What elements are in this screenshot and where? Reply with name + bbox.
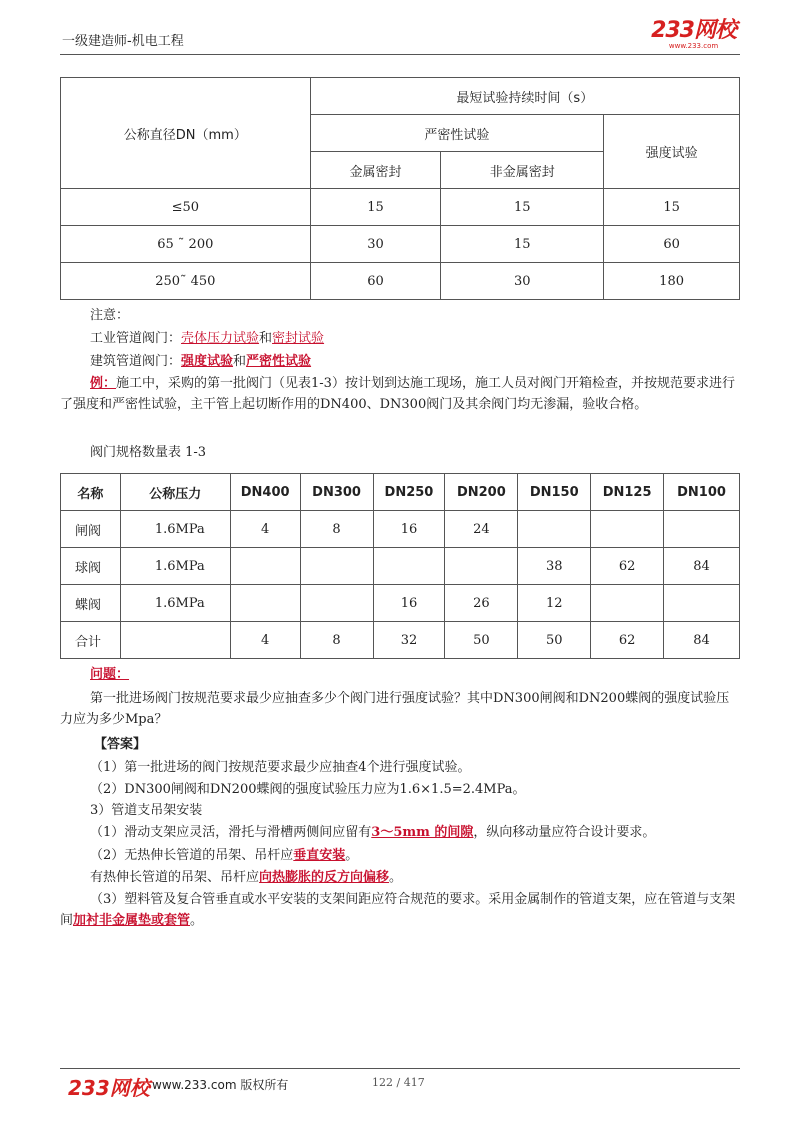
highlight-gap: 3～5mm 的间隙: [371, 825, 474, 840]
cell-value: [300, 585, 373, 622]
cell-name: 合计: [61, 622, 121, 659]
cell-value: [230, 585, 300, 622]
highlight-lining: 加衬非金属垫或套管: [73, 913, 191, 928]
cell-value: 12: [518, 585, 591, 622]
text-segment: （3）塑料管及复合管垂直或水平安装的支架间距应符合规范的要求。采用金属制作的管道支架，应在管道与支架间: [60, 892, 736, 928]
table-row: [61, 548, 740, 585]
table-row: [61, 585, 740, 622]
cell-value: 8: [300, 511, 373, 548]
note-and: 和: [233, 354, 247, 369]
table-row-total: [61, 622, 740, 659]
cell-value: 16: [373, 585, 445, 622]
cell-value: 16: [373, 511, 445, 548]
answer-1: （1）第一批进场的阀门按规范要求最少应抽查4个进行强度试验。: [90, 760, 471, 775]
col-header-metal-seal: 金属密封: [310, 152, 441, 189]
cell-value: 32: [373, 622, 445, 659]
cell-value: [300, 548, 373, 585]
highlight-vertical: 垂直安装: [293, 848, 346, 863]
note-industrial-b: 密封试验: [272, 331, 325, 346]
cell-value: [591, 511, 664, 548]
col-header: DN150: [518, 474, 591, 511]
col-header: DN200: [445, 474, 518, 511]
table-row: [61, 263, 740, 300]
note-industrial-prefix: 工业管道阀门：: [90, 331, 182, 346]
header-divider: [60, 54, 740, 55]
cell-dn: 250˜ 450: [61, 263, 311, 300]
cell-dn: 65 ˜ 200: [61, 226, 311, 263]
col-header-nonmetal-seal: 非金属密封: [441, 152, 604, 189]
cell-value: 62: [591, 548, 664, 585]
note-building-b: 严密性试验: [246, 354, 312, 369]
cell-name: 球阀: [61, 548, 121, 585]
cell-nonmetal: 30: [441, 263, 604, 300]
page-number: 122 / 417: [372, 1076, 425, 1089]
cell-value: [373, 548, 445, 585]
section-title: 3）管道支吊架安装: [90, 803, 203, 818]
cell-strength: 60: [604, 226, 740, 263]
cell-value: 84: [664, 548, 740, 585]
brand-logo-url: www.233.com: [668, 42, 719, 50]
brand-logo: [651, 20, 736, 50]
cell-pressure: 1.6MPa: [120, 511, 230, 548]
question-text: 第一批进场阀门按规范要求最少应抽查多少个阀门进行强度试验？其中DN300闸阀和DN200蝶阀的强度试验压力应为多少Mpa？: [60, 691, 730, 727]
note-building-a: 强度试验: [181, 354, 234, 369]
answer-label: 【答案】: [94, 737, 147, 752]
cell-value: 26: [445, 585, 518, 622]
cell-value: 38: [518, 548, 591, 585]
question-label-text: 问题：: [90, 667, 130, 682]
cell-name: 蝶阀: [61, 585, 121, 622]
cell-name: 闸阀: [61, 511, 121, 548]
cell-strength: 180: [604, 263, 740, 300]
cell-nonmetal: 15: [441, 189, 604, 226]
note-building-prefix: 建筑管道阀门：: [90, 354, 182, 369]
cell-value: 50: [445, 622, 518, 659]
example-text: 施工中，采购的第一批阀门（见表1-3）按计划到达施工现场，施工人员对阀门开箱检查，并按规范要求进行了强度和严密性试验，主干管上起切断作用的DN400、DN300阀门及其余阀门均无渗漏，验收合格。: [60, 376, 735, 412]
cell-strength: 15: [604, 189, 740, 226]
section-item-1: [90, 824, 655, 842]
cell-value: 24: [445, 511, 518, 548]
highlight-offset: 向热膨胀的反方向偏移: [259, 870, 390, 885]
cell-value: [664, 511, 740, 548]
cell-value: [591, 585, 664, 622]
example-paragraph: [60, 373, 740, 415]
col-header: 名称: [61, 474, 121, 511]
cell-value: [518, 511, 591, 548]
note-building: [90, 353, 311, 371]
cell-pressure: [120, 622, 230, 659]
cell-value: [445, 548, 518, 585]
text-segment: 。: [345, 848, 359, 863]
col-header-strength: 强度试验: [604, 115, 740, 189]
footer-copyright: www.233.com 版权所有: [152, 1078, 289, 1092]
text-segment: （1）滑动支架应灵活，滑托与滑槽两侧间应留有: [90, 825, 372, 840]
cell-value: 50: [518, 622, 591, 659]
cell-value: 4: [230, 622, 300, 659]
note-industrial-a: 壳体压力试验: [181, 331, 260, 346]
notes-title: 注意：: [90, 308, 130, 323]
section-item-2: [90, 847, 358, 865]
text-segment: 。: [190, 913, 204, 928]
question-label: [90, 666, 129, 684]
cell-value: 4: [230, 511, 300, 548]
col-header: DN400: [230, 474, 300, 511]
footer-logo: 233网校: [68, 1076, 150, 1100]
cell-metal: 30: [310, 226, 441, 263]
text-segment: ，纵向移动量应符合设计要求。: [473, 825, 656, 840]
table-row: [61, 189, 740, 226]
valve-spec-table: [60, 473, 740, 659]
cell-value: 62: [591, 622, 664, 659]
cell-value: 84: [664, 622, 740, 659]
section-item-3: [60, 889, 740, 931]
cell-metal: 60: [310, 263, 441, 300]
answer-2: （2）DN300闸阀和DN200蝶阀的强度试验压力应为1.6×1.5=2.4MPa。: [90, 782, 526, 797]
table-header-row: [61, 474, 740, 511]
table-row: [61, 511, 740, 548]
section-item-2b: [90, 869, 402, 887]
text-segment: 有热伸长管道的吊架、吊杆应: [90, 870, 260, 885]
text-segment: （2）无热伸长管道的吊架、吊杆应: [90, 848, 294, 863]
note-and: 和: [259, 331, 273, 346]
cell-pressure: 1.6MPa: [120, 585, 230, 622]
text-segment: 。: [389, 870, 403, 885]
col-header-min-duration: 最短试验持续时间（s）: [310, 78, 739, 115]
cell-value: 8: [300, 622, 373, 659]
note-industrial: [90, 330, 324, 348]
col-header: DN250: [373, 474, 445, 511]
brand-logo-text: 233网校: [651, 18, 736, 43]
table-caption: 阀门规格数量表 1-3: [90, 445, 207, 460]
col-header-tightness: 严密性试验: [310, 115, 604, 152]
test-duration-table: [60, 77, 740, 300]
table-row: [61, 226, 740, 263]
cell-dn: ≤50: [61, 189, 311, 226]
cell-value: [230, 548, 300, 585]
example-label: 例：: [90, 376, 117, 391]
document-header-title: 一级建造师-机电工程: [62, 34, 184, 49]
col-header: DN100: [664, 474, 740, 511]
footer-divider: [60, 1068, 740, 1069]
cell-nonmetal: 15: [441, 226, 604, 263]
col-header: 公称压力: [120, 474, 230, 511]
cell-metal: 15: [310, 189, 441, 226]
cell-value: [664, 585, 740, 622]
col-header-dn: 公称直径DN（mm）: [61, 78, 311, 189]
col-header: DN125: [591, 474, 664, 511]
col-header: DN300: [300, 474, 373, 511]
cell-pressure: 1.6MPa: [120, 548, 230, 585]
